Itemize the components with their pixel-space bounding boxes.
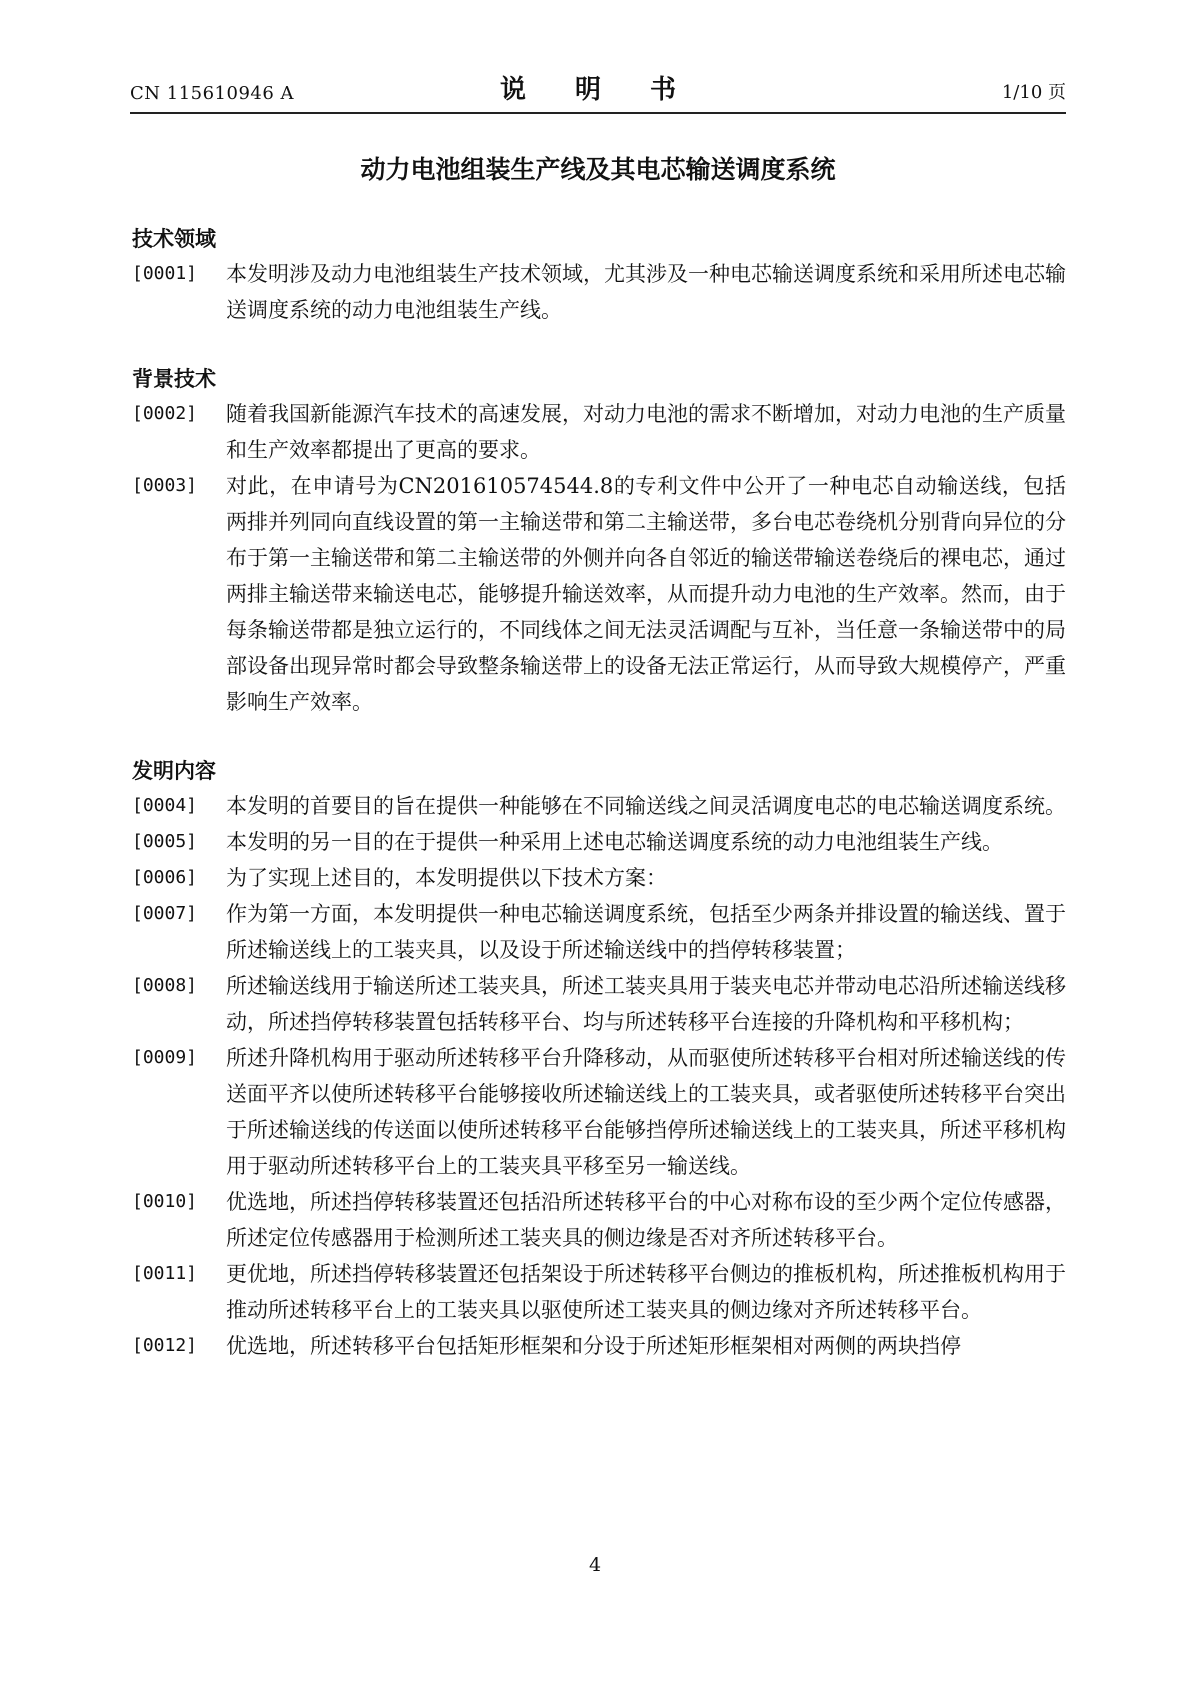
- paragraph: [132, 256, 1066, 328]
- page-number: 4: [588, 1554, 602, 1576]
- paragraph-text: 更优地，所述挡停转移装置还包括架设于所述转移平台侧边的推板机构，所述推板机构用于推动所述转移平台上的工装夹具以驱使所述工装夹具的侧边缘对齐所述转移平台。: [226, 1262, 1066, 1322]
- paragraph: [132, 396, 1066, 468]
- paragraph-text: 本发明的另一目的在于提供一种采用上述电芯输送调度系统的动力电池组装生产线。: [226, 830, 1003, 854]
- paragraph-number: [0004]: [132, 795, 198, 816]
- section-heading: 技术领域: [132, 227, 216, 251]
- paragraph-number: [0002]: [132, 403, 198, 424]
- paragraph-number: [0008]: [132, 975, 198, 996]
- paragraph: [132, 1256, 1066, 1328]
- section-invention-content: [132, 754, 1066, 1364]
- document-title: 动力电池组装生产线及其电芯输送调度系统: [360, 155, 836, 184]
- paragraph-number: [0007]: [132, 903, 198, 924]
- paragraph-text: 优选地，所述转移平台包括矩形框架和分设于所述矩形框架相对两侧的两块挡停: [226, 1334, 961, 1358]
- paragraph-text: 作为第一方面，本发明提供一种电芯输送调度系统，包括至少两条并排设置的输送线、置于所述输送线上的工装夹具，以及设于所述输送线中的挡停转移装置；: [226, 902, 1066, 962]
- paragraph: [132, 1184, 1066, 1256]
- paragraph-text: 为了实现上述目的，本发明提供以下技术方案：: [226, 866, 667, 890]
- paragraph-number: [0011]: [132, 1263, 198, 1284]
- section-technical-field: [132, 222, 1066, 328]
- paragraph: [132, 1328, 1066, 1364]
- paragraph-number: [0003]: [132, 475, 198, 496]
- paragraph: [132, 1040, 1066, 1184]
- paragraph-text: 所述升降机构用于驱动所述转移平台升降移动，从而驱使所述转移平台相对所述输送线的传送面平齐以使所述转移平台能够接收所述输送线上的工装夹具，或者驱使所述转移平台突出于所述输送线的传送面以使所述转移平台能够挡停所述输送线上的工装夹具，所述平移机构用于驱动所述转移平台上的工装夹具平移至另一输送线。: [226, 1046, 1066, 1178]
- paragraph-text: 优选地，所述挡停转移装置还包括沿所述转移平台的中心对称布设的至少两个定位传感器，所述定位传感器用于检测所述工装夹具的侧边缘是否对齐所述转移平台。: [226, 1190, 1066, 1250]
- paragraph-text: 本发明涉及动力电池组装生产技术领域，尤其涉及一种电芯输送调度系统和采用所述电芯输送调度系统的动力电池组装生产线。: [226, 262, 1066, 322]
- section-label: 说 明 书: [499, 75, 697, 105]
- doc-number: CN 115610946 A: [130, 83, 295, 104]
- paragraph-number: [0001]: [132, 263, 198, 284]
- section-heading: 发明内容: [132, 759, 216, 783]
- paragraph-text: 本发明的首要目的旨在提供一种能够在不同输送线之间灵活调度电芯的电芯输送调度系统。: [226, 794, 1066, 818]
- paragraph-number: [0012]: [132, 1335, 198, 1356]
- paragraph: [132, 824, 1066, 860]
- paragraph-number: [0009]: [132, 1047, 198, 1068]
- paragraph-text: 随着我国新能源汽车技术的高速发展，对动力电池的需求不断增加，对动力电池的生产质量和生产效率都提出了更高的要求。: [226, 402, 1066, 462]
- paragraph: [132, 860, 1066, 896]
- section-background: [132, 362, 1066, 720]
- document-body: [132, 222, 1066, 1398]
- page-header: [130, 68, 1066, 114]
- paragraph-number: [0010]: [132, 1191, 198, 1212]
- paragraph: [132, 788, 1066, 824]
- paragraph-number: [0005]: [132, 831, 198, 852]
- paragraph: [132, 468, 1066, 720]
- paragraph-text: 对此，在申请号为CN201610574544.8的专利文件中公开了一种电芯自动输送线，包括两排并列同向直线设置的第一主输送带和第二主输送带，多台电芯卷绕机分别背向异位的分布于第一主输送带和第二主输送带的外侧并向各自邻近的输送带输送卷绕后的裸电芯，通过两排主输送带来输送电芯，能够提升输送效率，从而提升动力电池的生产效率。然而，由于每条输送带都是独立运行的，不同线体之间无法灵活调配与互补，当任意一条输送带中的局部设备出现异常时都会导致整条输送带上的设备无法正常运行，从而导致大规模停产，严重影响生产效率。: [226, 474, 1066, 714]
- paragraph-text: 所述输送线用于输送所述工装夹具，所述工装夹具用于装夹电芯并带动电芯沿所述输送线移动，所述挡停转移装置包括转移平台、均与所述转移平台连接的升降机构和平移机构；: [226, 974, 1066, 1034]
- paragraph: [132, 896, 1066, 968]
- page-label: 1/10 页: [1001, 82, 1066, 103]
- section-heading: 背景技术: [132, 367, 216, 391]
- paragraph: [132, 968, 1066, 1040]
- paragraph-number: [0006]: [132, 867, 198, 888]
